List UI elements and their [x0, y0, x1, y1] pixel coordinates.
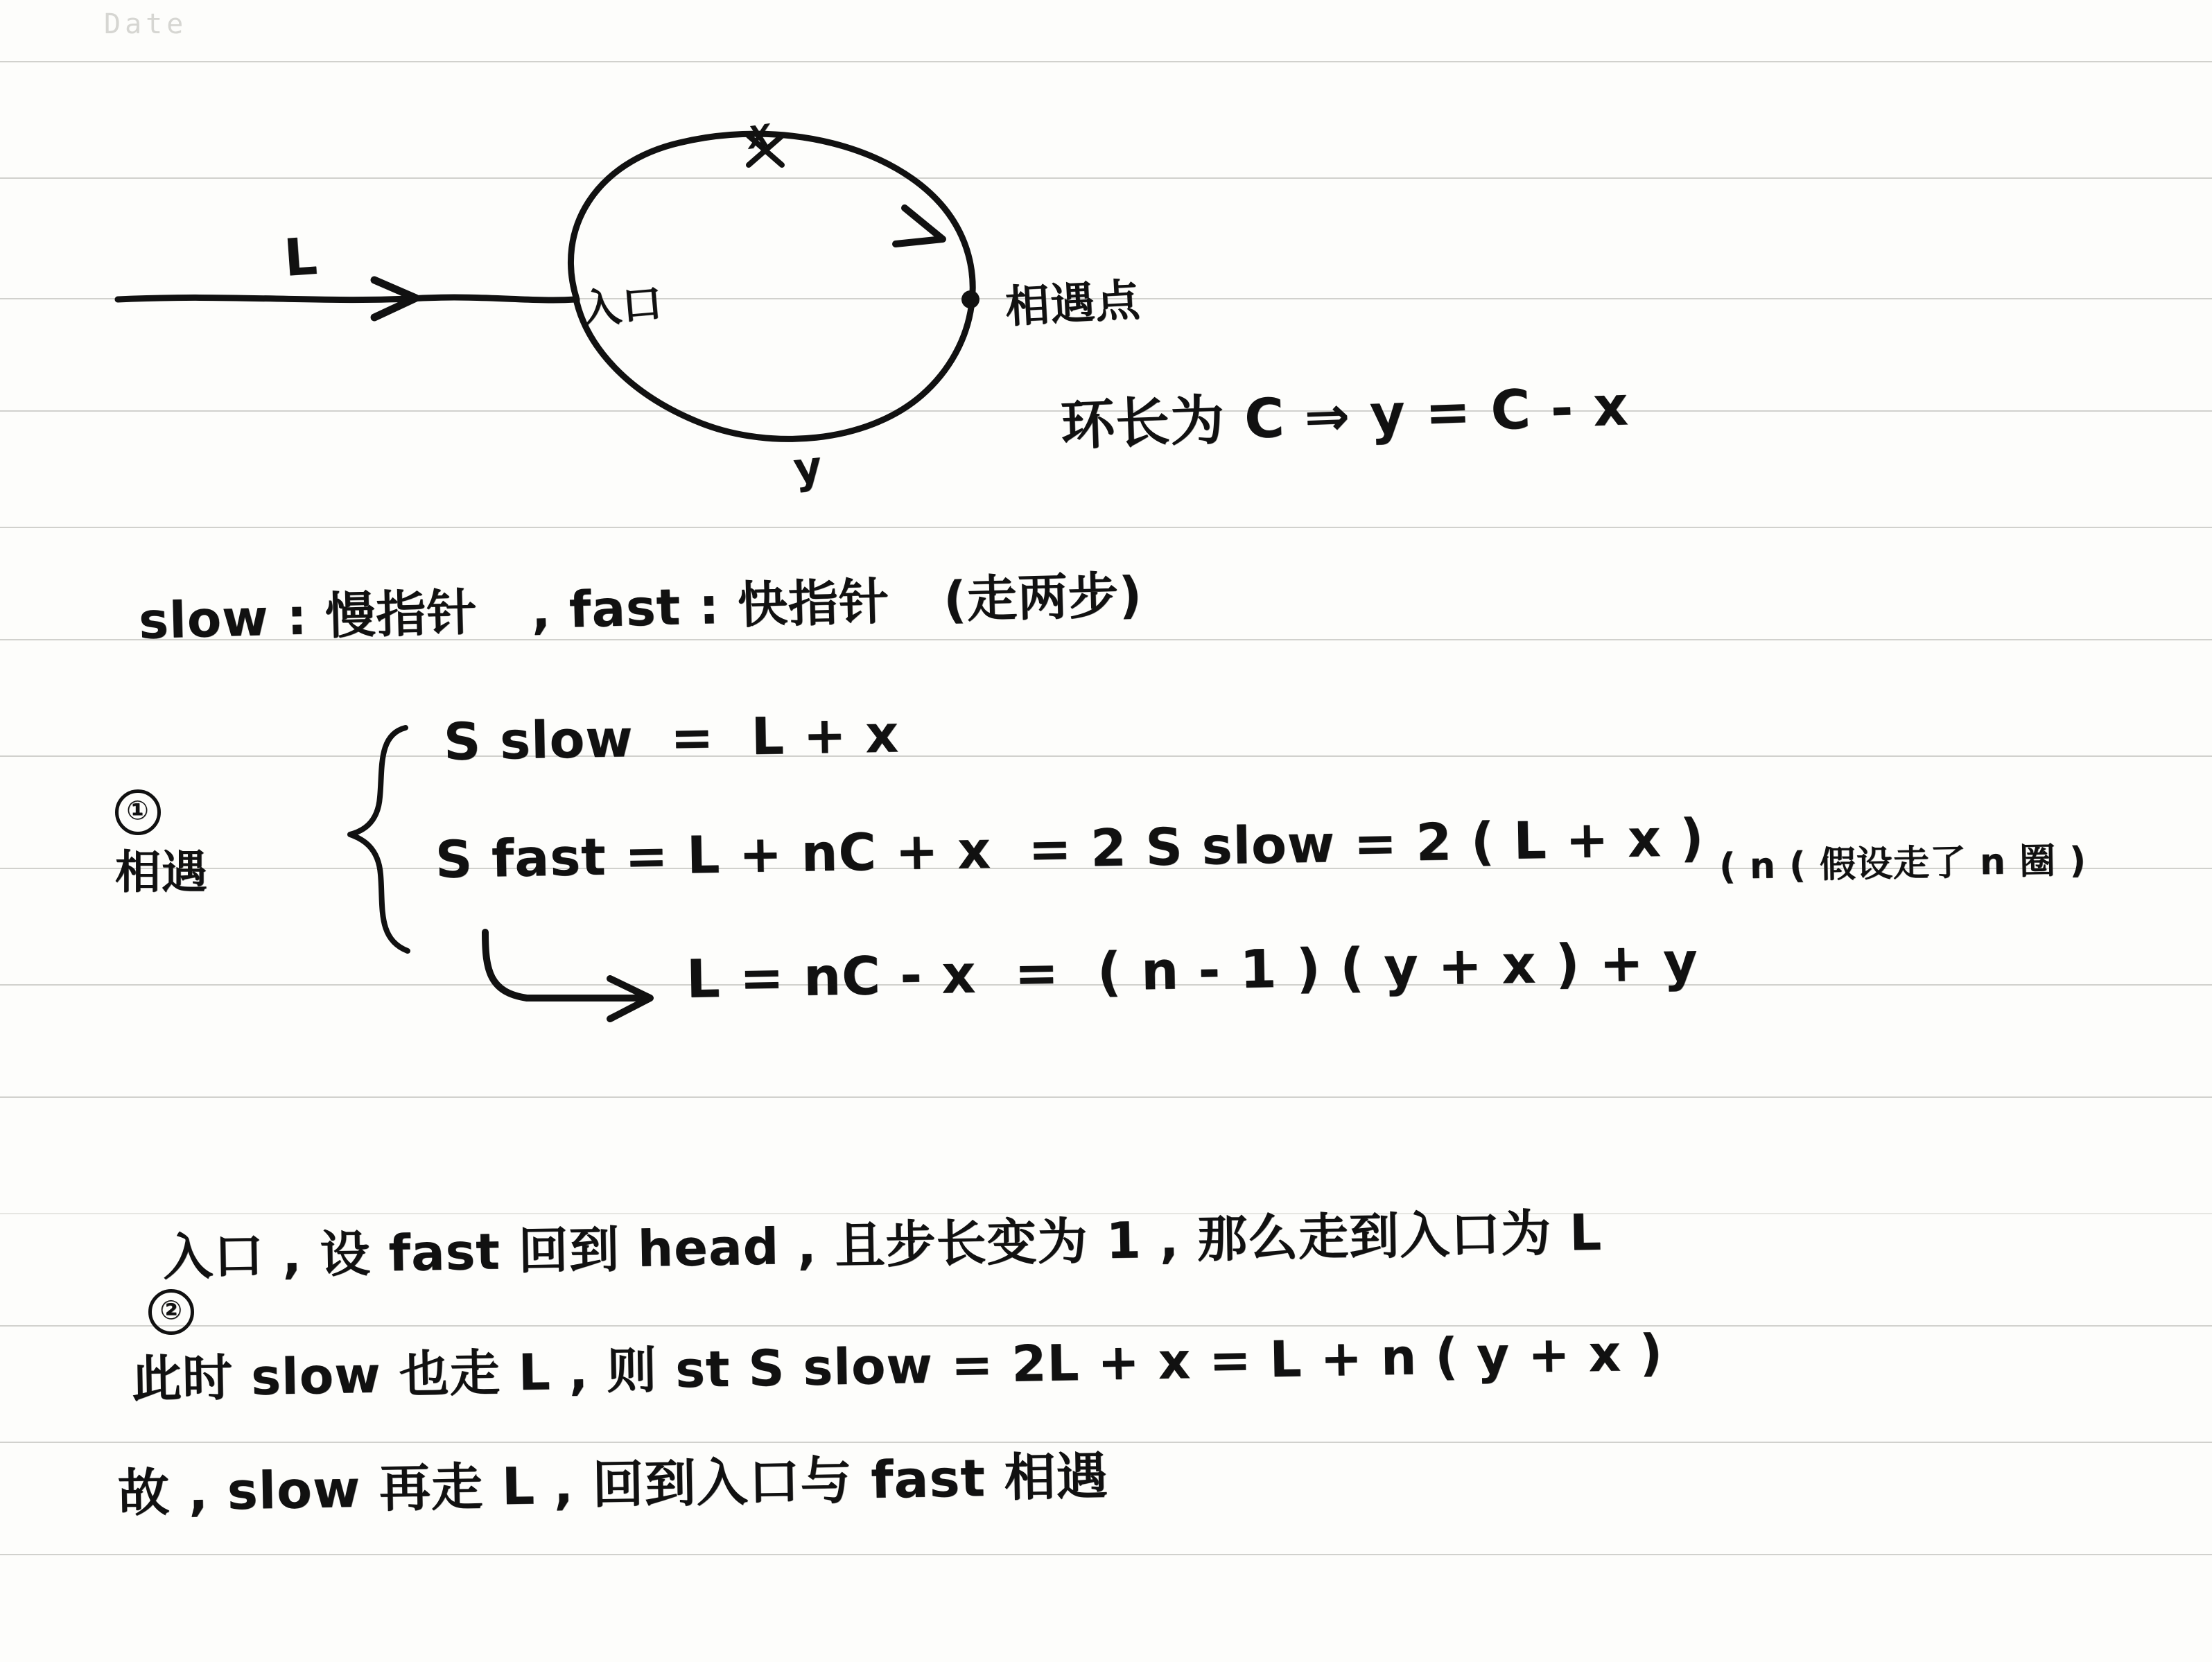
section-2-line-2: 此时 slow 也走 L , 则 st S slow = 2L + x = L + n ( y + x ): [131, 1323, 1664, 1408]
rule-line: [0, 527, 2212, 528]
date-stamp: Date: [104, 8, 188, 40]
section-1-marker: [49, 728, 208, 954]
rule-line: [0, 755, 2212, 757]
pointer-definitions: slow : 慢指针 , fast : 快指针 (走两步): [138, 566, 1143, 650]
circled-number-1: ①: [115, 789, 161, 835]
section-2-line-3: 故 , slow 再走 L , 回到入口与 fast 相遇: [117, 1446, 1109, 1523]
label-L: L: [282, 226, 320, 288]
section-1-title: 相遇: [114, 846, 208, 899]
rule-line: [0, 177, 2212, 179]
section-1-line-2: S fast = L + nC + x = 2 S slow = 2 ( L + x ): [435, 808, 1705, 890]
section-2-line-1: 入口 , 设 fast 回到 head , 且步长变为 1 , 那么走到入口为 L: [162, 1202, 1603, 1286]
section-1-line-2-aside: ( n ( 假设走了 n 圈 ): [1718, 839, 2087, 888]
label-y: y: [791, 440, 826, 494]
label-meet-point: 相遇点: [1004, 274, 1142, 333]
rule-line: [0, 1554, 2212, 1555]
section-1-line-1: S slow = L + x: [443, 704, 900, 772]
section-1-line-3: L = nC - x = ( n - 1 ) ( y + x ) + y: [686, 930, 1699, 1010]
rule-line: [0, 1096, 2212, 1098]
label-x: 𝑥: [744, 107, 774, 158]
cycle-length-equation: 环长为 C ⇒ y = C - x: [1059, 375, 1630, 457]
label-entrance: 入口: [579, 279, 665, 333]
rule-line: [0, 61, 2212, 62]
circled-number-2: ②: [148, 1289, 194, 1335]
